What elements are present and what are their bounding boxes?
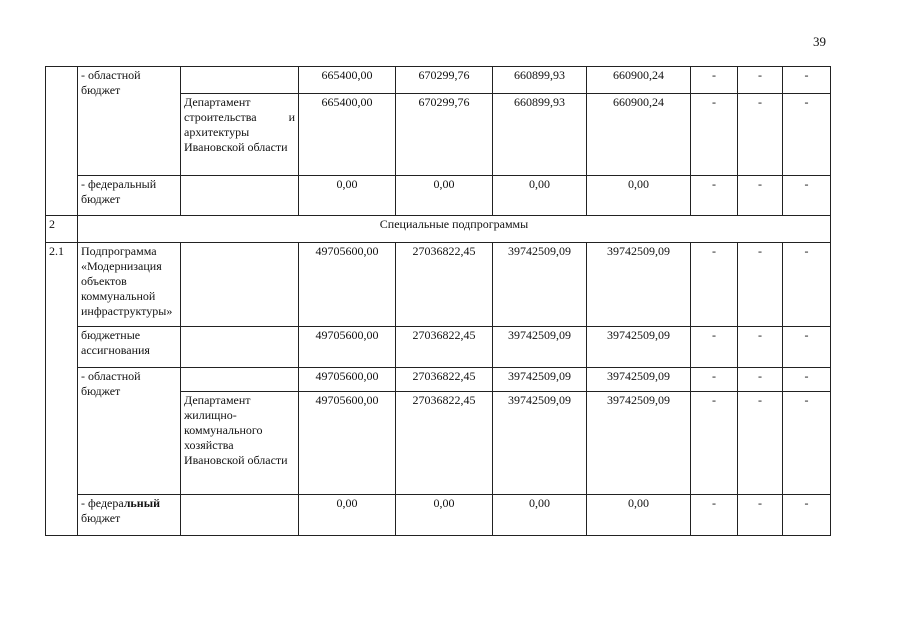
value-cell: 39742509,09	[587, 243, 691, 327]
dept-cell	[181, 176, 299, 216]
section-title: Специальные подпрограммы	[78, 216, 831, 243]
value-cell: 0,00	[493, 495, 587, 536]
value-cell: 27036822,45	[396, 392, 493, 495]
dash-cell: -	[691, 368, 738, 392]
value-cell: 27036822,45	[396, 327, 493, 368]
value-cell: 0,00	[299, 176, 396, 216]
value-cell: 39742509,09	[587, 327, 691, 368]
dept-cell: Департамент жилищно-коммунального хозяйства Ивановской области	[181, 392, 299, 495]
value-cell: 27036822,45	[396, 368, 493, 392]
dash-cell: -	[783, 67, 831, 94]
dash-cell: -	[738, 67, 783, 94]
value-cell: 49705600,00	[299, 392, 396, 495]
row-name-cell: - областной бюджет	[78, 368, 181, 495]
dash-cell: -	[691, 392, 738, 495]
value-cell: 49705600,00	[299, 243, 396, 327]
federal-name-suffix: бюджет	[81, 511, 121, 525]
row-name-cell: бюджетные ассигнования	[78, 327, 181, 368]
dash-cell: -	[691, 67, 738, 94]
table-row	[46, 67, 831, 94]
value-cell: 39742509,09	[587, 392, 691, 495]
dash-cell: -	[738, 392, 783, 495]
dept-cell	[181, 495, 299, 536]
dash-cell: -	[691, 94, 738, 176]
value-cell: 39742509,09	[493, 243, 587, 327]
table-row	[46, 176, 831, 216]
value-cell: 39742509,09	[493, 327, 587, 368]
dash-cell: -	[738, 368, 783, 392]
value-cell: 0,00	[493, 176, 587, 216]
value-cell: 665400,00	[299, 94, 396, 176]
dash-cell: -	[738, 327, 783, 368]
dash-cell: -	[691, 176, 738, 216]
subprogram-name: Подпрограмма «Модернизация объектов коммунальной инфраструктуры»	[78, 243, 181, 327]
dash-cell: -	[738, 243, 783, 327]
dash-cell: -	[691, 243, 738, 327]
value-cell: 27036822,45	[396, 243, 493, 327]
row-name-cell: - областной бюджет	[78, 67, 181, 176]
table-row	[46, 327, 831, 368]
value-cell: 660899,93	[493, 67, 587, 94]
section-number: 2	[46, 216, 78, 243]
value-cell: 39742509,09	[493, 392, 587, 495]
value-cell: 670299,76	[396, 94, 493, 176]
dash-cell: -	[691, 495, 738, 536]
value-cell: 0,00	[396, 495, 493, 536]
value-cell: 49705600,00	[299, 327, 396, 368]
dash-cell: -	[783, 368, 831, 392]
dept-cell	[181, 243, 299, 327]
dash-cell: -	[783, 327, 831, 368]
dept-cell	[181, 67, 299, 94]
federal-name-bold: льный	[123, 496, 160, 510]
table-row	[46, 495, 831, 536]
value-cell: 0,00	[587, 495, 691, 536]
index-cell	[46, 67, 78, 216]
dash-cell: -	[738, 495, 783, 536]
dash-cell: -	[783, 495, 831, 536]
dash-cell: -	[783, 94, 831, 176]
value-cell: 49705600,00	[299, 368, 396, 392]
value-cell: 660900,24	[587, 94, 691, 176]
dept-cell	[181, 327, 299, 368]
value-cell: 0,00	[587, 176, 691, 216]
dash-cell: -	[783, 176, 831, 216]
budget-table	[45, 66, 831, 536]
subprogram-number: 2.1	[46, 243, 78, 536]
dash-cell: -	[783, 243, 831, 327]
value-cell: 660899,93	[493, 94, 587, 176]
row-name-cell: - федеральный бюджет	[78, 176, 181, 216]
dash-cell: -	[783, 392, 831, 495]
value-cell: 660900,24	[587, 67, 691, 94]
value-cell: 665400,00	[299, 67, 396, 94]
federal-name-prefix: - федера	[81, 496, 124, 510]
dept-cell	[181, 368, 299, 392]
row-name-cell	[78, 495, 181, 536]
dept-cell: Департамент строительства и архитектуры Ивановской области	[181, 94, 299, 176]
page-number: 39	[813, 34, 826, 49]
section-row	[46, 216, 831, 243]
value-cell: 670299,76	[396, 67, 493, 94]
dash-cell: -	[738, 176, 783, 216]
dash-cell: -	[738, 94, 783, 176]
value-cell: 39742509,09	[587, 368, 691, 392]
table-row	[46, 243, 831, 327]
value-cell: 0,00	[299, 495, 396, 536]
value-cell: 39742509,09	[493, 368, 587, 392]
value-cell: 0,00	[396, 176, 493, 216]
table-row	[46, 368, 831, 392]
dash-cell: -	[691, 327, 738, 368]
